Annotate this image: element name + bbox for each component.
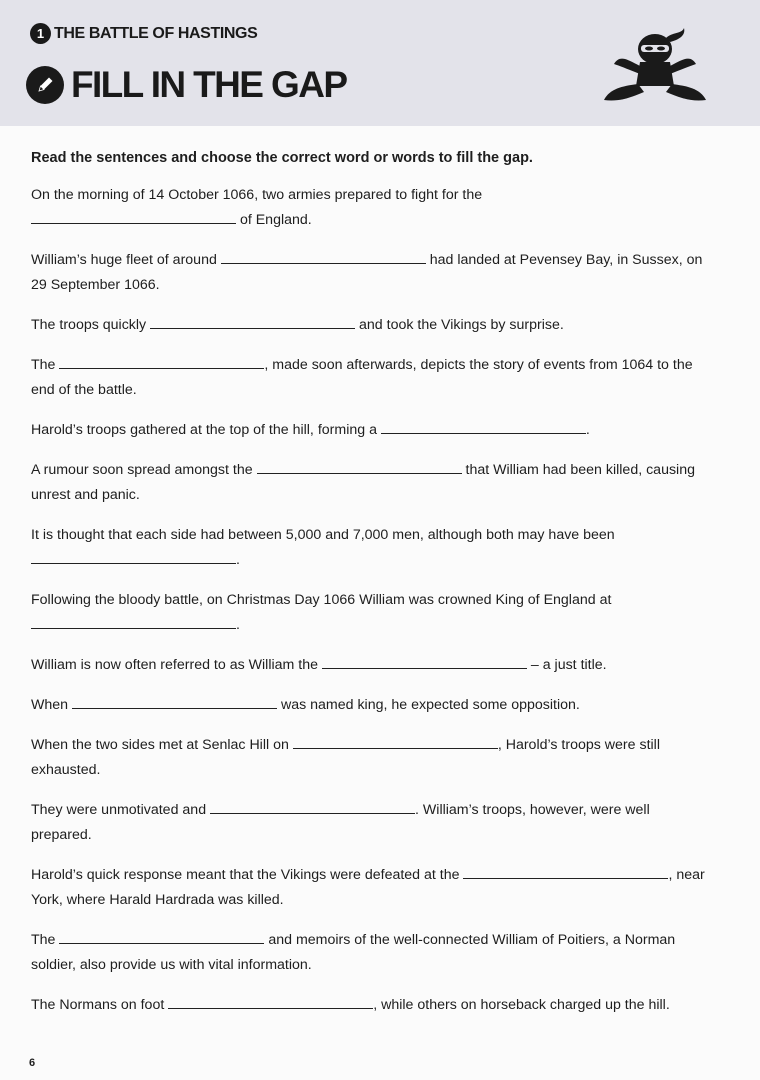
question-1: On the morning of 14 October 1066, two armies prepared to fight for the of England.: [31, 187, 483, 228]
question-6: A rumour soon spread amongst the that William had been killed, causing unrest and panic.: [31, 462, 695, 503]
question-7: It is thought that each side had between 5,000 and 7,000 men, although both may have been .: [31, 527, 615, 568]
lesson-number-badge: 1: [30, 23, 51, 44]
pencil-icon: [26, 66, 64, 104]
page-header: [0, 0, 760, 126]
question-5: Harold’s troops gathered at the top of the hill, forming a .: [31, 422, 590, 438]
answer-blank[interactable]: [221, 250, 426, 264]
answer-blank[interactable]: [168, 995, 373, 1009]
question-2: William’s huge fleet of around had landed at Pevensey Bay, in Sussex, on 29 September 1066.: [31, 252, 703, 293]
question-8: Following the bloody battle, on Christmas Day 1066 William was crowned King of England at .: [31, 592, 612, 633]
answer-blank[interactable]: [72, 695, 277, 709]
answer-blank[interactable]: [31, 615, 236, 629]
answer-blank[interactable]: [293, 735, 498, 749]
question-4: The , made soon afterwards, depicts the story of events from 1064 to the end of the battle.: [31, 357, 693, 398]
answer-blank[interactable]: [31, 210, 236, 224]
lesson-heading: [30, 23, 257, 44]
question-15: The Normans on foot , while others on horseback charged up the hill.: [31, 997, 670, 1013]
section-title: FILL IN THE GAP: [71, 64, 347, 105]
answer-blank[interactable]: [463, 865, 668, 879]
page-number: 6: [29, 1057, 36, 1069]
answer-blank[interactable]: [381, 420, 586, 434]
instruction-text: Read the sentences and choose the correct word or words to fill the gap.: [31, 150, 533, 166]
question-3: The troops quickly and took the Vikings by surprise.: [31, 317, 564, 333]
answer-blank[interactable]: [31, 550, 236, 564]
answer-blank[interactable]: [257, 460, 462, 474]
question-9: William is now often referred to as William the – a just title.: [31, 657, 607, 673]
worksheet-body: [31, 150, 711, 1033]
answer-blank[interactable]: [210, 800, 415, 814]
question-10: When was named king, he expected some opposition.: [31, 697, 580, 713]
answer-blank[interactable]: [59, 355, 264, 369]
section-heading: [26, 64, 346, 106]
answer-blank[interactable]: [150, 315, 355, 329]
question-12: They were unmotivated and . William’s troops, however, were well prepared.: [31, 802, 650, 843]
question-11: When the two sides met at Senlac Hill on , Harold’s troops were still exhausted.: [31, 737, 660, 778]
ninja-icon: [600, 28, 710, 108]
question-13: Harold’s quick response meant that the Vikings were defeated at the , near York, where Harald Hardrada was killed.: [31, 867, 705, 908]
answer-blank[interactable]: [59, 930, 264, 944]
question-14: The and memoirs of the well-connected William of Poitiers, a Norman soldier, also provide us with vital information.: [31, 932, 676, 973]
lesson-title: THE BATTLE OF HASTINGS: [54, 24, 258, 42]
answer-blank[interactable]: [322, 655, 527, 669]
